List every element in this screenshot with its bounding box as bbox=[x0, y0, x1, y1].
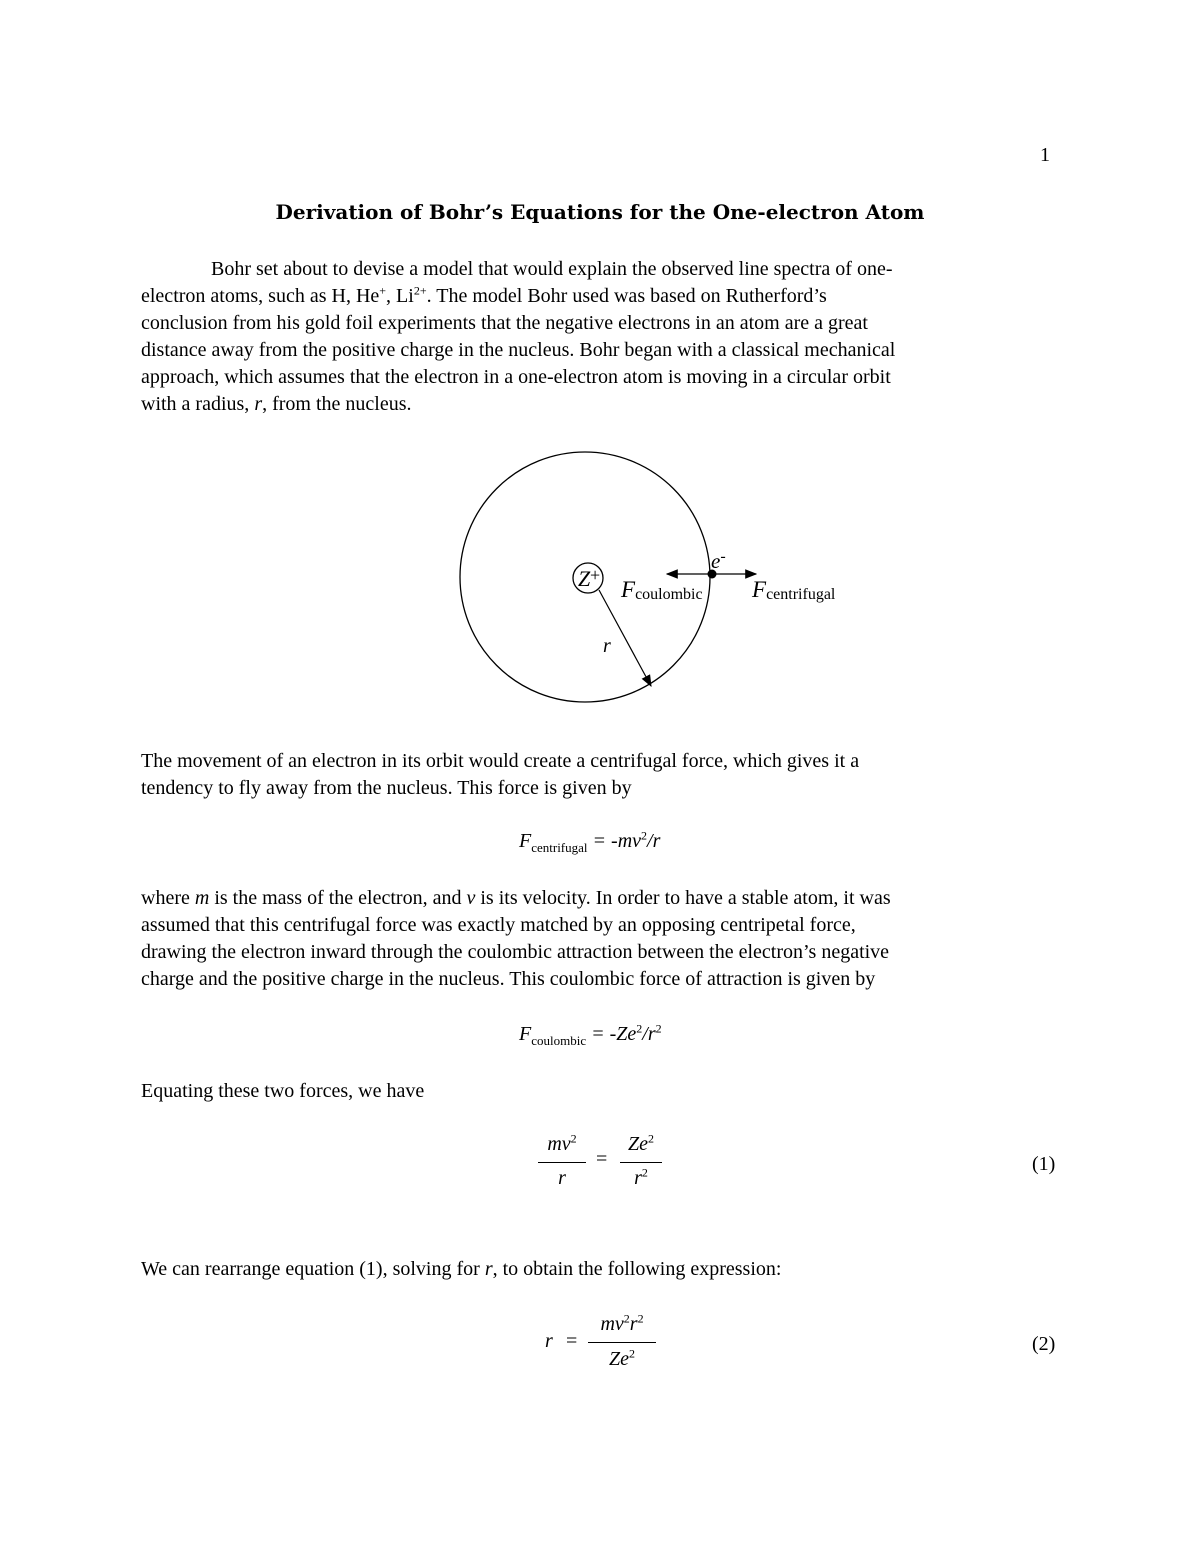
para3-line2: assumed that this centrifugal force was exactly matched by an opposing centripetal force, bbox=[141, 914, 856, 936]
equation-coulombic: $F_{coulombic} = -Ze^2/r^2$ bbox=[519, 1021, 662, 1048]
para5-line: We can rearrange equation (1), solving for r, to obtain the following expression: bbox=[141, 1258, 782, 1280]
electron-label: e- bbox=[711, 548, 726, 573]
eq2-fraction-bar bbox=[588, 1342, 656, 1343]
eq1-rhs-denominator: $r^2$ bbox=[634, 1165, 648, 1189]
para3-line3: drawing the electron inward through the coulombic attraction between the electron’s negative bbox=[141, 941, 890, 963]
eq1-equals: = bbox=[596, 1148, 608, 1170]
para1-line3: conclusion from his gold foil experiments that the negative electrons in an atom are a great bbox=[141, 312, 868, 334]
equation-centrifugal: $F_{centrifugal} = -mv^2/r$ bbox=[519, 828, 661, 855]
eq1-rhs-numerator: Ze$^2$ bbox=[628, 1131, 654, 1155]
eq1-lhs-denominator: r bbox=[558, 1167, 566, 1189]
f-coulombic-label: Fcoulombic bbox=[621, 577, 703, 603]
f-centrifugal-label: Fcentrifugal bbox=[752, 577, 836, 603]
eq2-number: (2) bbox=[1032, 1333, 1056, 1355]
eq1-lhs-numerator: $mv^2$ bbox=[547, 1131, 577, 1155]
nucleus-charge: + bbox=[590, 565, 601, 585]
para2-line1: The movement of an electron in its orbit would create a centrifugal force, which gives it a bbox=[141, 750, 860, 772]
para4-line: Equating these two forces, we have bbox=[141, 1080, 425, 1102]
eq1-lhs-fraction-bar bbox=[538, 1162, 586, 1163]
page-title: Derivation of Bohr’s Equations for the One-electron Atom bbox=[275, 200, 925, 224]
eq1-rhs-fraction-bar bbox=[620, 1162, 662, 1163]
para2-line2: tendency to fly away from the nucleus. This force is given by bbox=[141, 777, 632, 799]
para1-line5: approach, which assumes that the electron in a one-electron atom is moving in a circular orbit bbox=[141, 366, 891, 388]
eq1-number: (1) bbox=[1032, 1153, 1056, 1175]
para1-line1: Bohr set about to devise a model that would explain the observed line spectra of one- bbox=[211, 258, 893, 280]
para3-line4: charge and the positive charge in the nucleus. This coulombic force of attraction is given by bbox=[141, 968, 876, 990]
nucleus-label: Z bbox=[578, 566, 591, 591]
eq2-denominator: Ze$^2$ bbox=[609, 1346, 635, 1370]
bohr-atom-diagram bbox=[440, 440, 860, 720]
para1-line4: distance away from the positive charge in the nucleus. Bohr began with a classical mechanical bbox=[141, 339, 896, 361]
para1-line6: with a radius, r, from the nucleus. bbox=[141, 393, 412, 415]
para1-line2: electron atoms, such as H, He+, $Li^{2+}$. The model Bohr used was based on Rutherford’s bbox=[141, 283, 827, 307]
eq2-equals: = bbox=[566, 1330, 578, 1352]
para3-line1: where m is the mass of the electron, and v is its velocity. In order to have a stable atom, it was bbox=[141, 887, 891, 909]
eq2-lhs: r bbox=[545, 1330, 553, 1352]
radius-label: r bbox=[603, 635, 611, 657]
eq2-numerator: $mv^2r^2$ bbox=[600, 1311, 644, 1335]
page-number: 1 bbox=[1040, 144, 1050, 166]
